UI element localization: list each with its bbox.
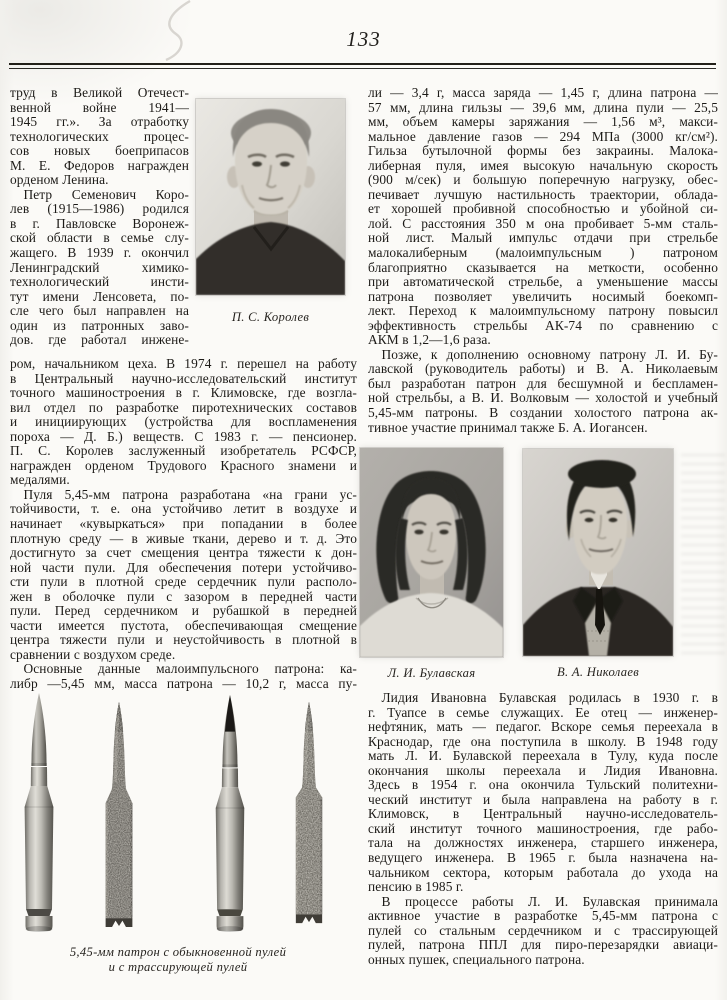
text-line: медалями. bbox=[10, 472, 70, 488]
text-line: Краснодар, где она поступила в школу. В 1948 году bbox=[368, 733, 718, 749]
text-line: чальником сектора, которым работала до ухода на bbox=[368, 864, 718, 880]
bulavskaya-portrait-photo bbox=[360, 448, 503, 657]
text-line: ной стрельбы, а В. И. Волковым — холостой и учебный bbox=[368, 390, 718, 406]
bleed-through-artifact bbox=[681, 454, 725, 654]
text-line: Климовск, в Центральный научно-исследователь- bbox=[368, 806, 718, 822]
text-line: (900 м/сек) и большую поперечную нагрузку, обес- bbox=[368, 172, 718, 188]
text-line: технологический инсти- bbox=[10, 274, 189, 290]
cartridges-figure bbox=[10, 690, 357, 940]
cartridges-caption-line1: 5,45-мм патрон с обыкновенной пулей bbox=[69, 945, 287, 959]
text-line: достигнуто за счет смещения центра тяжести к дон- bbox=[10, 545, 357, 561]
text-line: Пуля 5,45-мм патрона разработана «на грани ус- bbox=[10, 486, 357, 502]
text-line: жен в оболочке пули с зазором в передней части bbox=[10, 588, 357, 604]
text-line: ром, начальником цеха. В 1974 г. перешел на работу bbox=[10, 356, 357, 371]
bulavskaya-figure bbox=[360, 448, 503, 681]
text-line: при автоматической стрельбе, а уменьшение массы bbox=[368, 274, 718, 290]
text-line: М. Е. Федоров награжден bbox=[10, 157, 189, 173]
nikolaev-portrait-photo bbox=[523, 449, 673, 656]
text-line: В процессе работы Л. И. Булавская принимала bbox=[368, 893, 718, 909]
text-line: благоприятно сказывается на меткости, особенно bbox=[368, 259, 718, 275]
text-line: тойчивости, т. е. она устойчиво летит в воздухе и bbox=[10, 501, 357, 517]
text-line: мать Л. И. Булавской переехала в Тулу, куда после bbox=[368, 748, 718, 764]
text-line: либр —5,45 мм, масса патрона — 10,2 г, масса пу- bbox=[10, 676, 357, 692]
text-line: ли — 3,4 г, масса заряда — 1,45 г, длина патрона — bbox=[368, 85, 718, 100]
cartridge-cutaway-photo bbox=[96, 698, 142, 930]
text-line: Петр Семенович Коро- bbox=[10, 186, 189, 202]
text-line: пули. Перед сердечником и рубашкой в передней bbox=[10, 603, 357, 619]
text-line: мм, объем камеры заряжания — 1,56 м³, макси- bbox=[368, 114, 718, 130]
nikolaev-portrait-drawing bbox=[523, 449, 673, 656]
text-line: тала на должностях инженера, старшего инженера, bbox=[368, 835, 718, 851]
text-line: венной войне 1941— bbox=[10, 99, 189, 115]
text-line: ской области в семье слу- bbox=[10, 230, 189, 246]
text-line: либерная пуля, имея высокую начальную скорость bbox=[368, 157, 718, 173]
text-line: патрона позволяет увеличить носимый боекомп- bbox=[368, 288, 718, 304]
text-line: Здесь в 1954 г. она окончила Тульский политехни- bbox=[368, 777, 718, 793]
nikolaev-caption: В. А. Николаев bbox=[557, 665, 639, 679]
cartridges-caption-line2: и с трассирующей пулей bbox=[108, 959, 248, 974]
text-line: малокалиберным (малоимпульсным ) патроном bbox=[368, 245, 718, 261]
text-line: орденом Ленина. bbox=[10, 172, 109, 188]
cartridge-cutaway-tracer-photo bbox=[286, 698, 332, 926]
text-line: ведущего инженера. В 1965 г. была назначена на- bbox=[368, 850, 718, 866]
text-line: печивает лучшую настильность траектории, облада- bbox=[368, 186, 718, 202]
header-rule bbox=[9, 63, 716, 69]
text-line: Лидия Ивановна Булавская родилась в 1930 г. в bbox=[368, 690, 718, 705]
page-number: 133 bbox=[346, 27, 381, 51]
text-line: пороха — Д. Б.) веществ. С 1983 г. — пенсионер. bbox=[10, 428, 357, 444]
text-line: ной лист. Малый импульс отдачи при стрельбе bbox=[368, 230, 718, 246]
text-line: тут имени Ленсовета, по- bbox=[10, 288, 189, 304]
text-line: сов новых боеприпасов bbox=[10, 143, 189, 159]
text-line: пулей, патрона ППЛ для пиро-перезарядки авиаци- bbox=[368, 937, 718, 953]
text-line: сле чего был направлен на bbox=[10, 303, 189, 319]
text-line: 1945 гг.». За отработку bbox=[10, 114, 189, 130]
text-line: дов. где работал инжене- bbox=[10, 332, 189, 348]
text-line: части имеется пустота, обеспечивающая смещение bbox=[10, 617, 357, 633]
text-line: мальное давление газов — 294 МПа (3000 кг/см²). bbox=[368, 128, 718, 144]
cartridges-caption bbox=[18, 945, 338, 974]
text-line: технологических процес- bbox=[10, 128, 189, 144]
text-line: в Центральный научно-исследовательский институт bbox=[10, 370, 357, 386]
text-line: пулей со стальным сердечником и с трассирующей bbox=[368, 922, 718, 938]
korolev-portrait-photo bbox=[196, 99, 345, 295]
text-line: ной части пули. Для обеспечения потери устойчиво- bbox=[10, 559, 357, 575]
text-line: награжден орденом Трудового Красного знамени и bbox=[10, 457, 357, 473]
text-line: сравнении с воздухом среде. bbox=[10, 646, 176, 662]
text-line: нефтяник, мать — педагог. Вскоре семья переехала в bbox=[368, 719, 718, 735]
text-line: г. Туапсе в семье служащих. Ее отец — инженер- bbox=[368, 704, 718, 720]
text-line: Основные данные малоимпульсного патрона: ка- bbox=[10, 661, 357, 677]
text-line: 5,45-мм патроны. В создании холостого патрона ак- bbox=[368, 405, 718, 421]
text-line: один из патронных заво- bbox=[10, 317, 189, 333]
text-line: окончания школы переехала и Лидия Ивановна. bbox=[368, 762, 718, 778]
korolev-portrait-drawing bbox=[196, 99, 345, 295]
text-line: пенсию в 1985 г. bbox=[368, 879, 464, 895]
text-line: лект. Переход к малоимпульсному патрону повысил bbox=[368, 303, 718, 319]
text-line: эффективность стрельбы АК-74 по сравнению с bbox=[368, 317, 718, 333]
text-line: плотную среду — в живые ткани, дерево и т. д. Это bbox=[10, 530, 357, 546]
text-line: ет хорошей пробивной способностью и убойной си- bbox=[368, 201, 718, 217]
text-line: лавской (руководитель работы) и В. А. Николаевым bbox=[368, 361, 718, 377]
text-line: сти пули в плотной среде сердечник пули располо- bbox=[10, 574, 357, 590]
korolev-figure bbox=[196, 99, 345, 325]
text-line: точного машиностроения в г. Климовске, где возгла- bbox=[10, 385, 357, 401]
text-line: лой. С расстояния 350 м она пробивает 5-мм сталь- bbox=[368, 215, 718, 231]
text-line: начинает «кувыркаться» при попадании в более bbox=[10, 516, 357, 532]
right-bottom-text bbox=[368, 691, 718, 967]
text-line: ский институт точного машиностроения, где рабо- bbox=[368, 820, 718, 836]
text-line: активное участие в разработке 5,45-мм патрона с bbox=[368, 908, 718, 924]
text-line: Гильза бутылочной формы без закраины. Малока- bbox=[368, 143, 718, 159]
bulavskaya-portrait-drawing bbox=[360, 448, 503, 657]
left-intro-text bbox=[10, 86, 189, 348]
text-line: Позже, к дополнению основному патрону Л. И. Бу- bbox=[368, 346, 718, 362]
text-line: АКМ в 1,2—1,6 раза. bbox=[368, 332, 491, 348]
text-line: ческий институт и была направлена на работу в г. bbox=[368, 791, 718, 807]
text-line: онных пушек, специального патрона. bbox=[368, 951, 585, 967]
text-line: вил отдел по разработке пиротехнических составов bbox=[10, 399, 357, 415]
text-line: тивное участие принимал также Б. А. Иогансен. bbox=[368, 419, 648, 435]
text-line: центра тяжести пули и неустойчивость в плотной в bbox=[10, 632, 357, 648]
cartridge-ball-photo bbox=[14, 690, 64, 936]
cartridge-tracer-photo bbox=[204, 692, 256, 936]
text-line: Ленинградский химико- bbox=[10, 259, 189, 275]
text-line: 57 мм, длина гильзы — 39,6 мм, длина пули — 25,5 bbox=[368, 99, 718, 115]
text-line: П. С. Королев заслуженный изобретатель РСФСР, bbox=[10, 443, 357, 459]
text-line: жащего. В 1939 г. окончил bbox=[10, 245, 189, 261]
text-line: был разработан патрон для бесшумной и беспламен- bbox=[368, 375, 718, 391]
korolev-caption: П. С. Королев bbox=[231, 310, 310, 324]
right-top-text bbox=[368, 86, 718, 435]
text-line: лев (1915—1986) родился bbox=[10, 201, 189, 217]
left-main-text bbox=[10, 357, 357, 692]
text-line: труд в Великой Отечест- bbox=[10, 85, 189, 100]
bulavskaya-caption: Л. И. Булавская bbox=[387, 666, 476, 680]
text-line: в г. Павловске Воронеж- bbox=[10, 215, 189, 231]
text-line: и инициирующих (устройства для воспламенения bbox=[10, 414, 357, 430]
nikolaev-figure bbox=[523, 449, 673, 680]
